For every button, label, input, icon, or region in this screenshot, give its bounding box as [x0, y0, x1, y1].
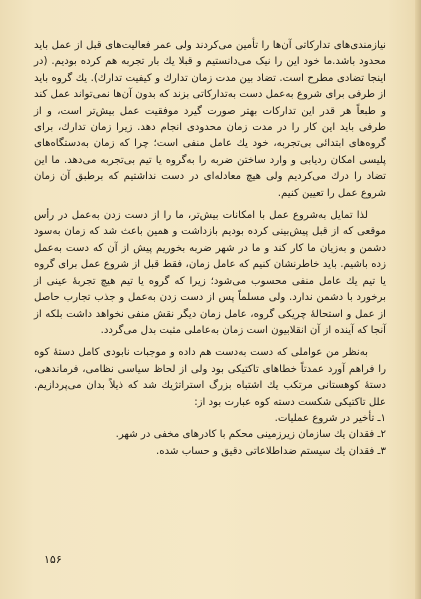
list-item: ۳ـ فقدان یك سیستم ضداطلاعاتی دقیق و حساب شده.	[156, 445, 386, 457]
paragraph-2: لذا تمایل به‌شروع عمل با امکانات بیش‌تر، ما را از دست زدن به‌عمل در رأس موقعی که از قبل پیش‌بینی کرده بودیم بازداشت و همین باعث شد که زمان به‌سود دشمن و به‌زیان ما کار کند و ما در شهر ضربه بخوریم پیش از آن که دست به‌عمل زده باشیم. باید خاطرنشان کنیم که عامل زمان، فقط قبل از شروع عمل برای گروه یا تیم یك عامل منفی محسوب می‌شود؛ زیرا که گروه یا تیم هیچ تجربهٔ عینی از برخورد با دشمن ندارد. ولی مسلماً پس از دست زدن به‌عمل و جذب تجارب حاصل از عمل و استحالهٔ چریکی گروه، عامل زمان دیگر نقش منفی نخواهد داشت بلکه از آنجا که آینده از آن انقلابیون است زمان به‌عاملی مثبت بدل می‌گردد.	[34, 210, 386, 336]
page-text	[34, 38, 386, 460]
list-item: ۱ـ تأخیر در شروع عملیات.	[274, 412, 386, 424]
tactical-causes-list	[34, 411, 386, 460]
paragraph-3: به‌نظر من عواملی که دست به‌دست هم داده و موجبات نابودی کامل دستهٔ کوه را فراهم آورد عمدتاً خطاهای تاکتیکی بود ولی از لحاظ سیاسی نظامی، فرماندهی، دستهٔ کوهستانی مرتکب یك اشتباه بزرگ استراتژیك شد که ذیلاً بدان می‌پردازیم. علل تاکتیکی شکست دسته کوه عبارت بود از:	[34, 347, 386, 408]
paragraph-1: نیازمندی‌های تدارکاتی آن‌ها را تأمین می‌کردند ولی عمر فعالیت‌های قبل از عمل باید محدود باشد.ما خود این را نیک می‌دانستیم و قبلا یك بار تجربه هم کرده بودیم. (در اینجا تضادی مطرح است. تضاد بین مدت زمان تدارك و کیفیت تدارك). یك گروه باید از طرفی برای شروع به‌عمل دست به‌تدارکاتی بزند که بدون آن‌ها نمی‌تواند عمل کند و طبعاً هر قدر این تدارکات بهتر صورت گیرد موفقیت عمل بیش‌تر است، و از طرفی باید این کار را در مدت زمان محدودی انجام دهد. زیرا زمان تدارك، برای گروه‌های ابتدائی بی‌تجربه، خود یك عامل منفی است؛ چرا که زمان به‌دستگاه‌های پلیسی امکان ردیابی و وارد ساختن ضربه را به‌گروه یا تیم بی‌تجربه می‌دهد. ما این تضاد را درك می‌کردیم ولی هیچ معادله‌ای در دست نداشتیم که برطبق آن زمان شروع عمل را تعیین کنیم.	[34, 40, 386, 199]
page-number: ۱۵۶	[44, 553, 62, 566]
page-edge	[415, 0, 421, 599]
list-item: ۲ـ فقدان یك سازمان زیرزمینی محکم با کادرهای مخفی در شهر.	[115, 429, 386, 441]
